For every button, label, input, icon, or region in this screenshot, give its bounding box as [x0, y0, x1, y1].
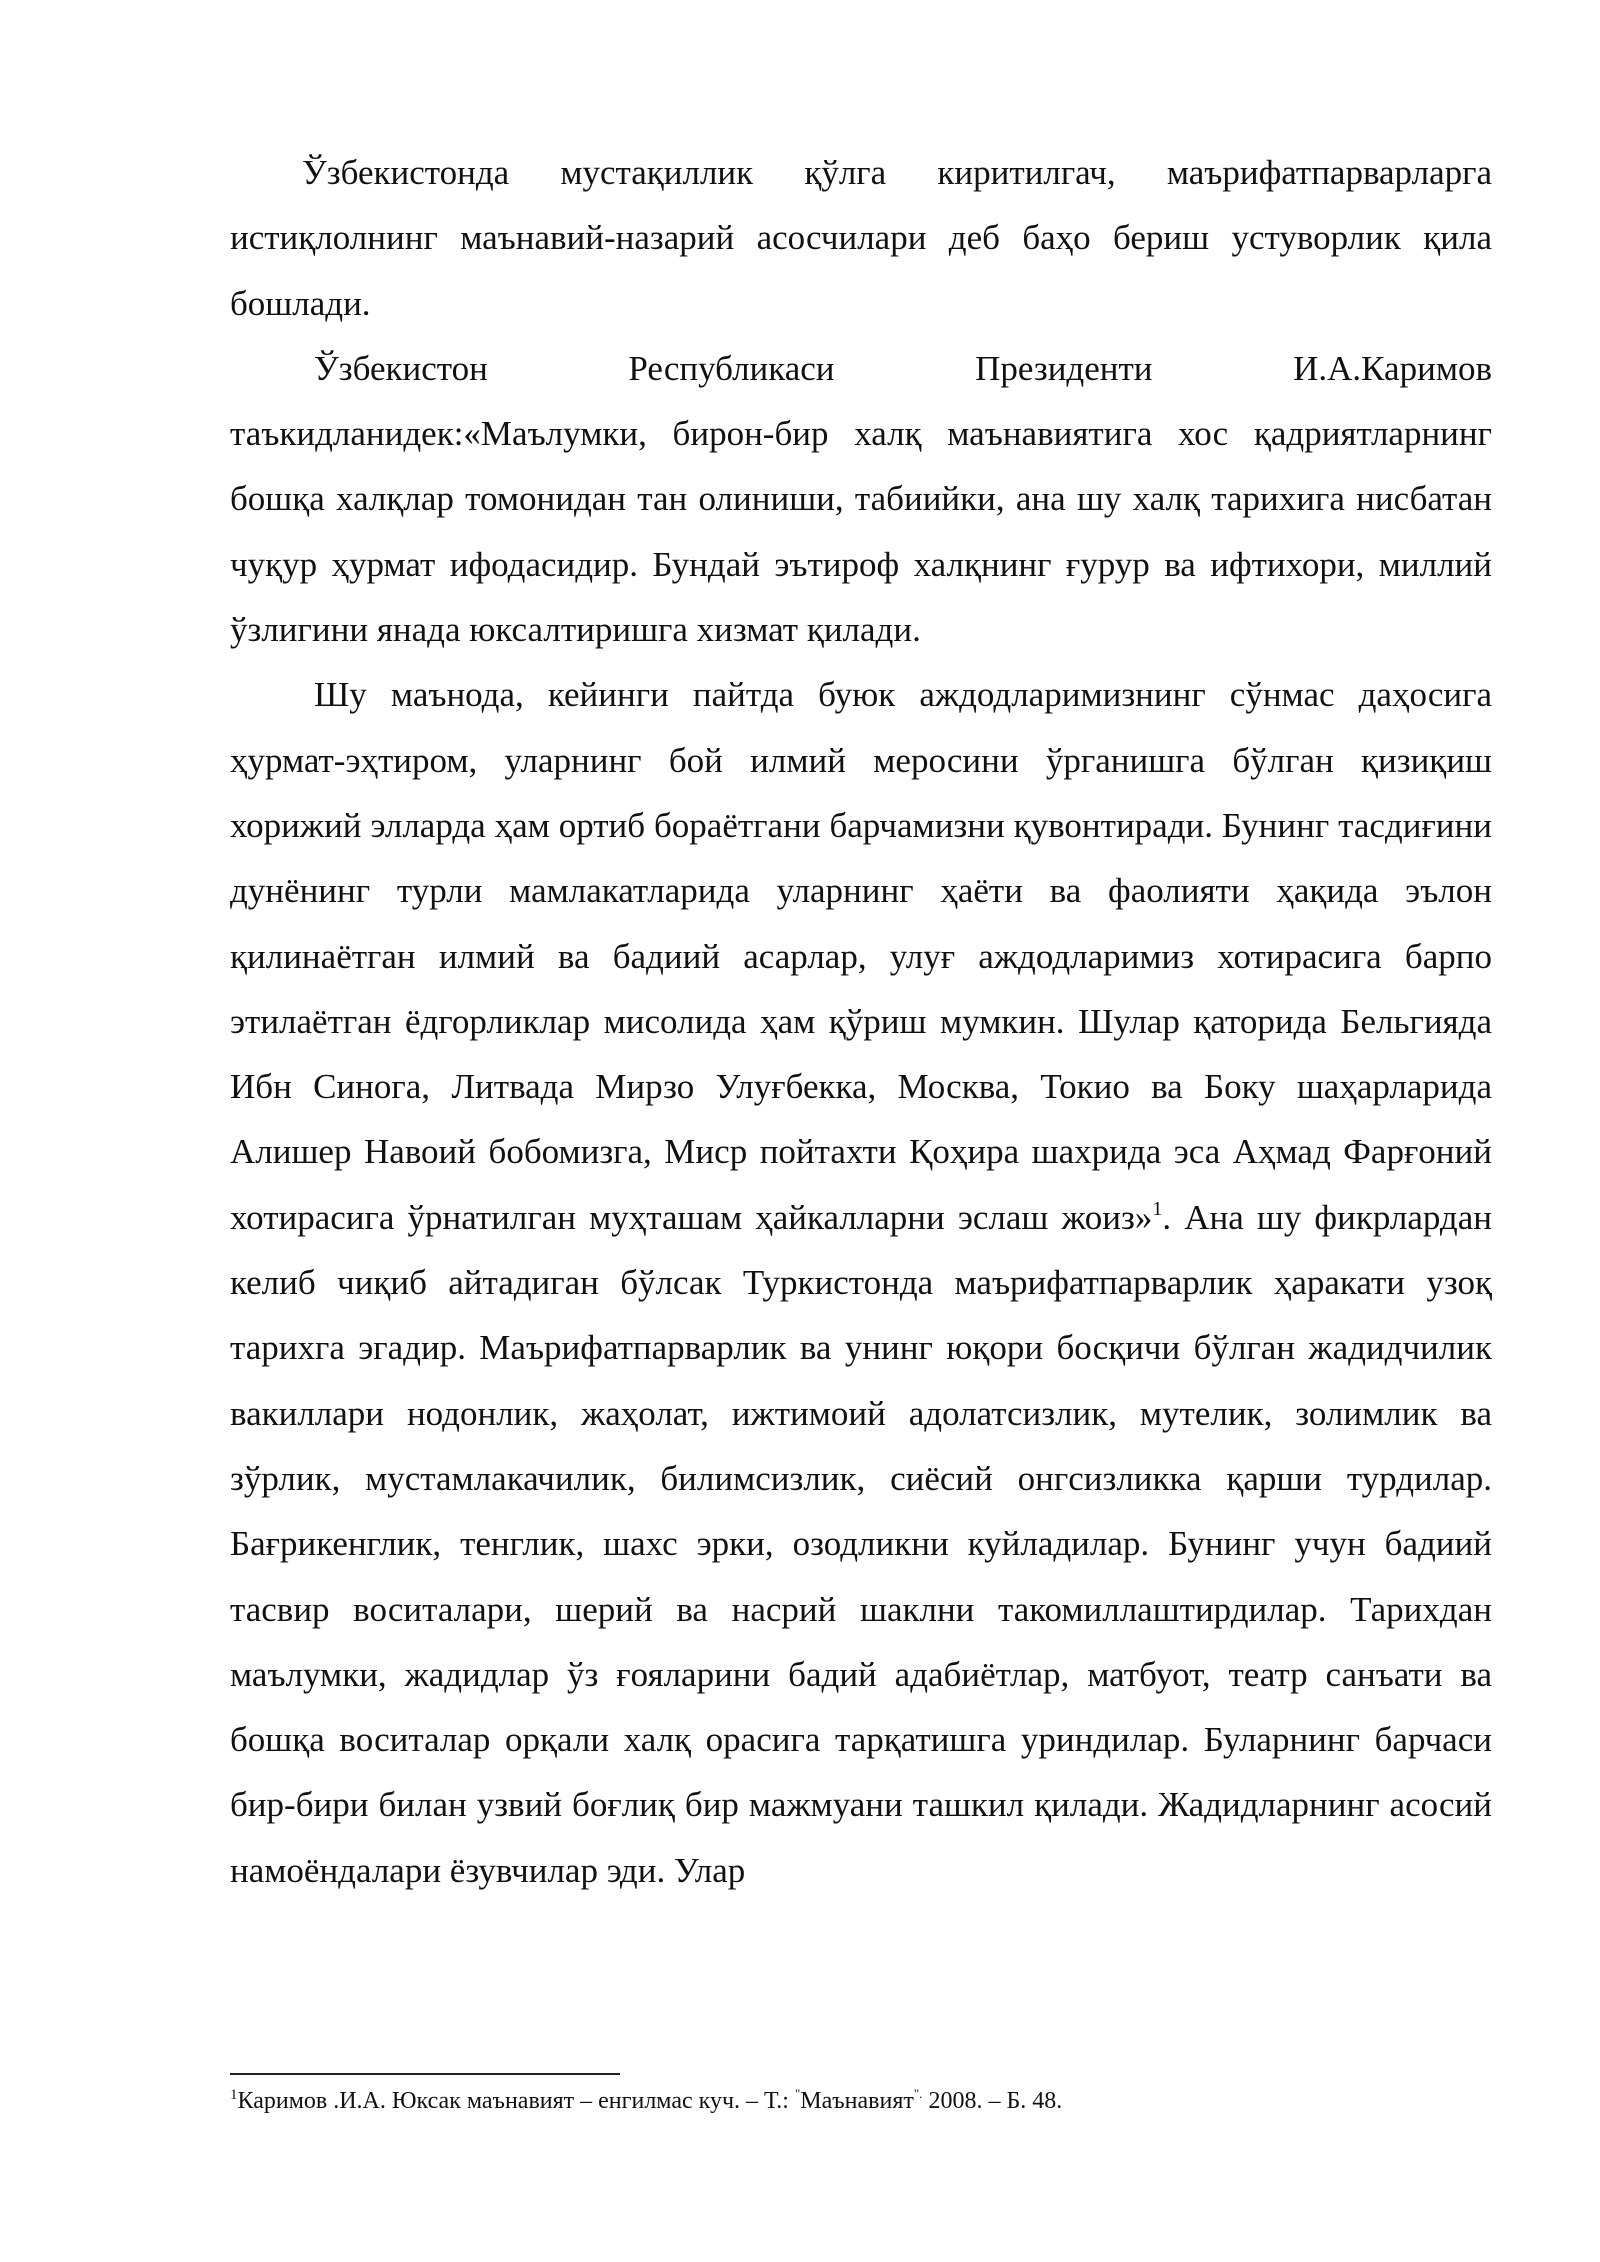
footnote-text: Каримов .И.А. Юксак маънавият – енгилмас куч. – Т.: — [237, 2088, 795, 2114]
paragraph-3 — [230, 662, 1492, 1903]
body-text — [230, 140, 1492, 1903]
paragraph-2 — [230, 336, 1492, 662]
footnote-number: 1 — [230, 2087, 238, 2103]
paragraph-1: Ўзбекистонда мустақиллик қўлга киритилгач, маърифатпарварларга истиқлолнинг маънавий-назарий асосчилари деб баҳо бериш устуворлик қила бошлади. — [230, 153, 1492, 323]
paragraph-2-first-line: Ўзбекистон Республикаси Президенти И.А.Каримов — [314, 348, 1492, 388]
footnote — [230, 2084, 1492, 2118]
footnote-publisher: Маънавият — [800, 2088, 914, 2114]
paragraph-3-after-ref: . Ана шу фикрлардан келиб чиқиб айтадиган бўлсак Туркистонда маърифатпарварлик ҳаракати узоқ тарихга эгадир. Маърифатпарварлик ва унинг юқори босқичи бўлган жадидчилик вакиллари нодонлик, жаҳолат, ижтимоий адолатсизлик, мутелик, золимлик ва зўрлик, мустамлакачилик, билимсизлик, сиёсий онгсизликка қарши турдилар. Бағрикенглик, тенглик, шахс эрки, озодликни куйладилар. Бунинг учун бадиий тасвир воситалари, шерий ва насрий шаклни такомиллаштирдилар. Тарихдан маълумки, жадидлар ўз ғояларини бадий адабиётлар, матбуот, театр санъати ва бошқа воситалар орқали халқ орасига тарқатишга уриндилар. Буларнинг барчаси бир-бири билан узвий боғлиқ бир мажмуани ташкил қилади. Жадидларнинг асосий намоёндалари ёзувчилар эди. Улар — [230, 1197, 1492, 1890]
footnote-reference[interactable]: 1 — [1152, 1197, 1163, 1220]
footnote-quote-open: " — [794, 2086, 801, 2101]
footnote-quote-close: ". — [913, 2086, 923, 2101]
paragraph-3-before-ref: Шу маънода, кейинги пайтда буюк аждодларимизнинг сўнмас даҳосига ҳурмат-эҳтиром, уларнинг бой илмий меросини ўрганишга бўлган қизиқиш хорижий элларда ҳам ортиб бораётгани барчамизни қувонтиради. Бунинг тасдиғини дунёнинг турли мамлакатларида уларнинг ҳаёти ва фаолияти ҳақида эълон қилинаётган илмий ва бадиий асарлар, улуғ аждодларимиз хотирасига барпо этилаётган ёдгорликлар мисолида ҳам қўриш мумкин. Шулар қаторида Бельгияда Ибн Синога, Литвада Мирзо Улуғбекка, Москва, Токио ва Боку шаҳарларида Алишер Навоий бобомизга, Миср пойтахти Қоҳира шахрида эса Аҳмад Фарғоний хотирасига ўрнатилган муҳташам ҳайкалларни эслаш жоиз» — [230, 675, 1492, 1237]
paragraph-2-body: таъкидланидек:«Маълумки, бирон-бир халқ маънавиятига хос қадриятларнинг бошқа халқлар томонидан тан олиниши, табиийки, ана шу халқ тарихига нисбатан чуқур ҳурмат ифодасидир. Бундай эътироф халқнинг ғурур ва ифтихори, миллий ўзлигини янада юксалтиришга хизмат қилади. — [230, 414, 1492, 650]
footnote-tail: 2008. – Б. 48. — [922, 2088, 1063, 2114]
footnote-divider — [230, 2073, 620, 2075]
